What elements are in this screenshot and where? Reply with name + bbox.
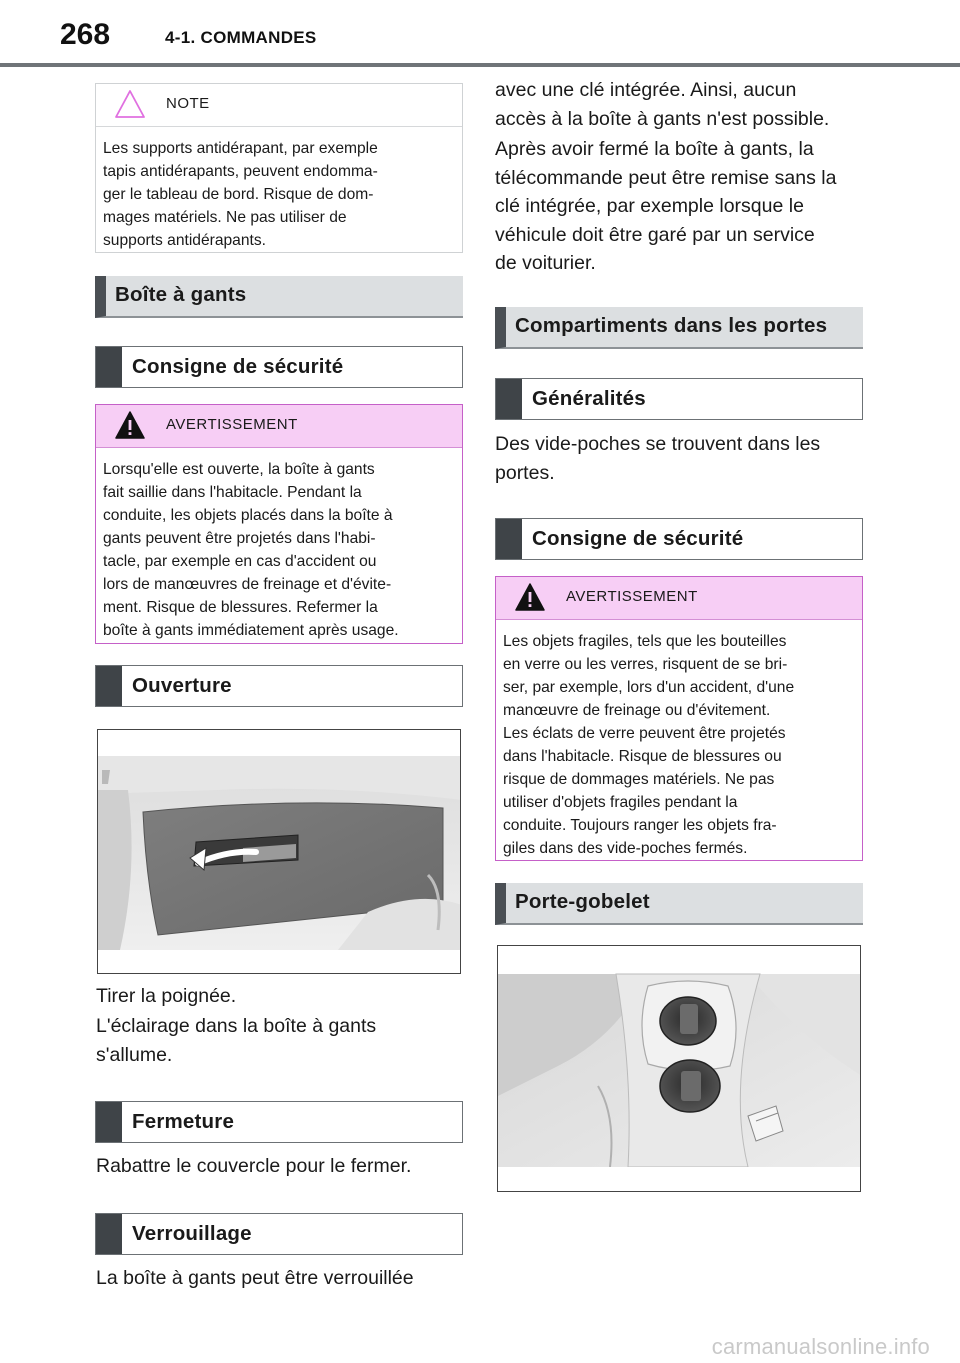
warning-box-glovebox bbox=[95, 404, 463, 644]
opening-light-text bbox=[96, 1012, 466, 1069]
warning-icon bbox=[514, 582, 546, 612]
warning-line: dans l'habitacle. Risque de blessures ou bbox=[503, 748, 782, 765]
warning-line: conduite. Toujours ranger les objets fra- bbox=[503, 817, 777, 834]
warning-line: fait saillie dans l'habitacle. Pendant la bbox=[103, 484, 362, 501]
section-doors-title: Compartiments dans les portes bbox=[515, 314, 828, 337]
subsection-closing bbox=[95, 1101, 463, 1143]
subsection-safety-right-title: Consigne de sécurité bbox=[532, 527, 744, 550]
section-cupholder bbox=[495, 883, 863, 925]
note-line: tapis antidérapants, peuvent endomma- bbox=[103, 163, 378, 180]
note-body bbox=[96, 127, 462, 260]
note-box bbox=[95, 83, 463, 253]
subsection-safety-left-title: Consigne de sécurité bbox=[132, 355, 344, 378]
note-line: Les supports antidérapant, par exemple bbox=[103, 140, 378, 157]
warning-icon bbox=[114, 410, 146, 440]
warning-line: en verre ou les verres, risquent de se bri- bbox=[503, 656, 788, 673]
warning-line: Les objets fragiles, tels que les bouteilles bbox=[503, 633, 787, 650]
subsection-locking bbox=[95, 1213, 463, 1255]
locking-line: accès à la boîte à gants n'est possible. bbox=[495, 107, 830, 130]
locking-text: La boîte à gants peut être verrouillée bbox=[96, 1267, 414, 1289]
note-title: NOTE bbox=[166, 95, 210, 112]
chapter-title: 4-1. COMMANDES bbox=[165, 28, 317, 47]
section-cupholder-title: Porte-gobelet bbox=[515, 890, 650, 913]
warning-line: Lorsqu'elle est ouverte, la boîte à gants bbox=[103, 461, 375, 478]
subsection-safety-left bbox=[95, 346, 463, 388]
warning-line: lors de manœuvres de freinage et d'évite- bbox=[103, 576, 392, 593]
warning-line: boîte à gants immédiatement après usage. bbox=[103, 622, 399, 639]
after-closing-line: clé intégrée, par exemple lorsque le bbox=[495, 195, 804, 217]
note-line: mages matériels. Ne pas utiliser de bbox=[103, 209, 347, 226]
locking-text-continued bbox=[495, 76, 875, 133]
subsection-marker bbox=[96, 666, 122, 706]
subsection-safety-right bbox=[495, 518, 863, 560]
general-line: portes. bbox=[495, 461, 555, 484]
general-line: Des vide-poches se trouvent dans les bbox=[495, 433, 821, 455]
section-glovebox bbox=[95, 276, 463, 318]
warning-line: risque de dommages matériels. Ne pas bbox=[503, 771, 775, 788]
cupholder-illustration bbox=[498, 946, 861, 1192]
subsection-marker bbox=[96, 1102, 122, 1142]
subsection-marker bbox=[496, 379, 522, 419]
subsection-closing-title: Fermeture bbox=[132, 1110, 235, 1133]
warning-title: AVERTISSEMENT bbox=[166, 416, 298, 433]
after-closing-text bbox=[495, 135, 875, 278]
cupholder-figure bbox=[497, 945, 861, 1192]
warning-body bbox=[96, 448, 462, 650]
warning-line: conduite, les objets placés dans la boîte à bbox=[103, 507, 393, 524]
warning-line: Les éclats de verre peuvent être projetés bbox=[503, 725, 786, 742]
after-closing-line: télécommande peut être remise sans la bbox=[495, 166, 837, 189]
glovebox-figure bbox=[97, 729, 461, 974]
note-line: ger le tableau de bord. Risque de dom- bbox=[103, 186, 374, 203]
warning-line: manœuvre de freinage ou d'évitement. bbox=[503, 702, 771, 719]
subsection-locking-title: Verrouillage bbox=[132, 1222, 252, 1245]
note-line: supports antidérapants. bbox=[103, 232, 266, 249]
header-rule bbox=[0, 63, 960, 67]
after-closing-line: de voiturier. bbox=[495, 252, 596, 274]
page-number: 268 bbox=[60, 18, 111, 51]
warning-box-fragile bbox=[495, 576, 863, 861]
subsection-opening bbox=[95, 665, 463, 707]
opening-light-line: s'allume. bbox=[96, 1043, 173, 1066]
warning-line: giles dans des vide-poches fermés. bbox=[503, 840, 748, 857]
general-text bbox=[495, 430, 875, 487]
watermark: carmanualsonline.info bbox=[711, 1334, 930, 1359]
glovebox-illustration bbox=[98, 730, 461, 974]
subsection-opening-title: Ouverture bbox=[132, 674, 232, 697]
warning-body bbox=[496, 620, 862, 868]
note-header bbox=[96, 84, 462, 127]
subsection-general bbox=[495, 378, 863, 420]
caution-triangle-icon bbox=[114, 89, 146, 119]
warning-title: AVERTISSEMENT bbox=[566, 588, 698, 605]
section-doors bbox=[495, 307, 863, 349]
opening-light-line: L'éclairage dans la boîte à gants bbox=[96, 1015, 377, 1037]
after-closing-line: Après avoir fermé la boîte à gants, la bbox=[495, 138, 814, 160]
subsection-general-title: Généralités bbox=[532, 387, 646, 410]
opening-instruction: Tirer la poignée. bbox=[96, 985, 237, 1007]
warning-line: ment. Risque de blessures. Refermer la bbox=[103, 599, 378, 616]
warning-header bbox=[96, 405, 462, 448]
subsection-marker bbox=[96, 347, 122, 387]
warning-line: ser, par exemple, lors d'un accident, d'une bbox=[503, 679, 795, 696]
after-closing-line: véhicule doit être garé par un service bbox=[495, 223, 815, 246]
warning-line: tacle, par exemple en cas d'accident ou bbox=[103, 553, 377, 570]
subsection-marker bbox=[96, 1214, 122, 1254]
warning-line: gants peuvent être projetés dans l'habi- bbox=[103, 530, 376, 547]
warning-header bbox=[496, 577, 862, 620]
warning-line: utiliser d'objets fragiles pendant la bbox=[503, 794, 738, 811]
section-glovebox-title: Boîte à gants bbox=[115, 283, 247, 306]
locking-line: avec une clé intégrée. Ainsi, aucun bbox=[495, 79, 797, 101]
closing-instruction: Rabattre le couvercle pour le fermer. bbox=[96, 1155, 412, 1177]
subsection-marker bbox=[496, 519, 522, 559]
